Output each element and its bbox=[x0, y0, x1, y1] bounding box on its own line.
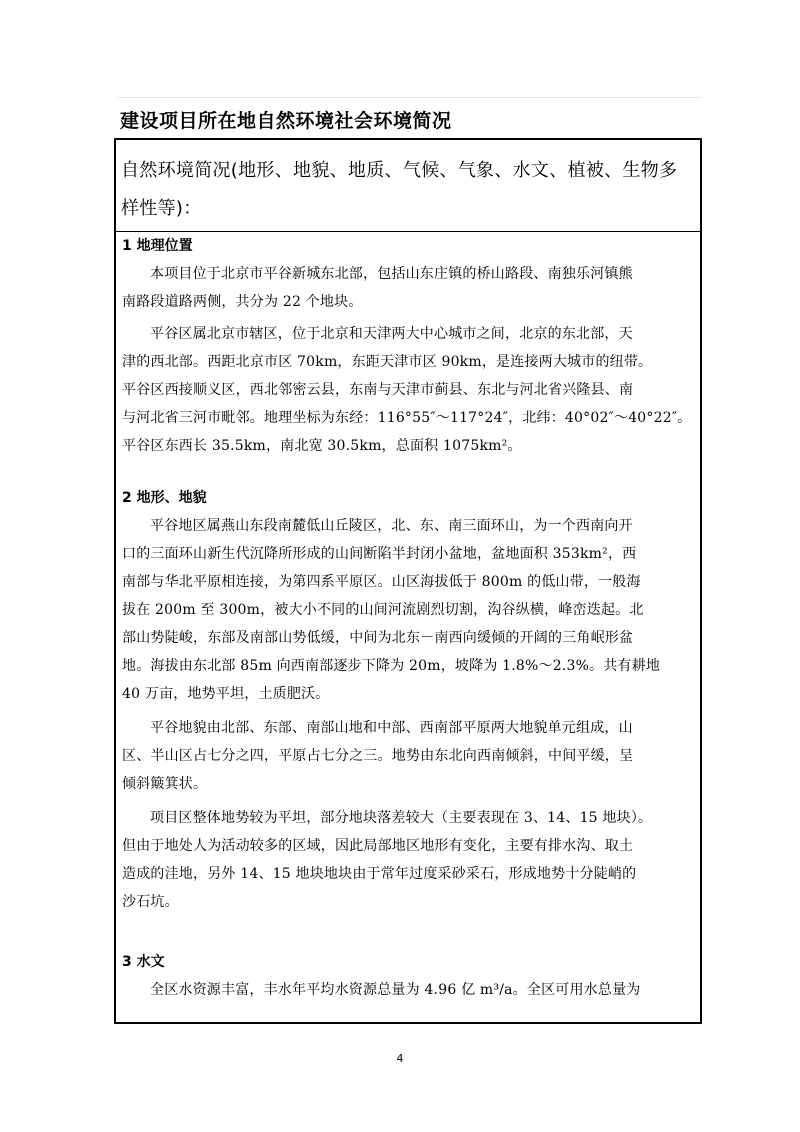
paragraph-line: 平谷区西接顺义区，西北邻密云县，东南与天津市蓟县、东北与河北省兴隆县、南 bbox=[122, 382, 634, 398]
paragraph-line: 口的三面环山新生代沉降所形成的山间断陷半封闭小盆地，盆地面积 353km²，西 bbox=[122, 546, 637, 562]
section-heading: 2 地形、地貌 bbox=[122, 490, 207, 506]
paragraph-line: 平谷地区属燕山东段南麓低山丘陵区，北、东、南三面环山，为一个西南向开 bbox=[150, 518, 633, 534]
paragraph-line: 倾斜簸箕状。 bbox=[122, 776, 208, 792]
paragraph-line: 部山势陡峻，东部及南部山势低缓，中间为北东－南西向缓倾的开阔的三角岷形盆 bbox=[122, 630, 634, 646]
paragraph-line: 平谷区东西长 35.5km，南北宽 30.5km，总面积 1075km²。 bbox=[122, 438, 522, 454]
paragraph-line: 南部与华北平原相连接，为第四系平原区。山区海拔低于 800m 的低山带，一般海 bbox=[122, 574, 641, 590]
section-heading: 3 水文 bbox=[122, 954, 165, 970]
paragraph-line: 拔在 200m 至 300m，被大小不同的山间河流剧烈切割，沟谷纵横，峰峦迭起。北 bbox=[122, 602, 644, 618]
section-title: 建设项目所在地自然环境社会环境简况 bbox=[120, 110, 452, 132]
paragraph-line: 南路段道路两侧，共分为 22 个地块。 bbox=[122, 294, 363, 310]
page-number: 4 bbox=[396, 1052, 404, 1065]
paragraph-line: 区、半山区占七分之四，平原占七分之三。地势由东北向西南倾斜，中间平缓，呈 bbox=[122, 748, 634, 764]
header-rule bbox=[117, 97, 702, 98]
table-header-row bbox=[116, 140, 700, 232]
paragraph-line: 全区水资源丰富，丰水年平均水资源总量为 4.96 亿 m³/a。全区可用水总量为 bbox=[150, 982, 641, 998]
table-header-text: 自然环境简况(地形、地貌、地质、气候、气象、水文、植被、生物多样性等)： bbox=[121, 160, 678, 219]
content-table bbox=[114, 138, 702, 1024]
paragraph-line: 项目区整体地势较为平坦，部分地块落差较大（主要表现在 3、14、15 地块）。 bbox=[150, 810, 653, 826]
paragraph-line: 本项目位于北京市平谷新城东北部，包括山东庄镇的桥山路段、南独乐河镇熊 bbox=[150, 266, 633, 282]
paragraph-line: 地。海拔由东北部 85m 向西南部逐步下降为 20m，坡降为 1.8%～2.3%。共有耕地 bbox=[122, 658, 661, 674]
paragraph-line: 平谷地貌由北部、东部、南部山地和中部、西南部平原两大地貌单元组成，山 bbox=[150, 720, 633, 736]
paragraph-line: 但由于地处人为活动较多的区域，因此局部地区地形有变化，主要有排水沟、取土 bbox=[122, 838, 634, 854]
paragraph-line: 与河北省三河市毗邻。地理坐标为东经：116°55″～117°24″，北纬：40°02″～40°22″。 bbox=[122, 410, 692, 426]
paragraph-line: 沙石坑。 bbox=[122, 894, 179, 910]
paragraph-line: 造成的洼地，另外 14、15 地块地块由于常年过度采砂采石，形成地势十分陡峭的 bbox=[122, 866, 637, 882]
paragraph-line: 40 万亩，地势平坦，土质肥沃。 bbox=[122, 686, 330, 702]
section-heading: 1 地理位置 bbox=[122, 238, 193, 254]
paragraph-line: 津的西北部。西距北京市区 70km，东距天津市区 90km，是连接两大城市的纽带。 bbox=[122, 354, 653, 370]
paragraph-line: 平谷区属北京市辖区，位于北京和天津两大中心城市之间，北京的东北部，天 bbox=[150, 326, 633, 342]
